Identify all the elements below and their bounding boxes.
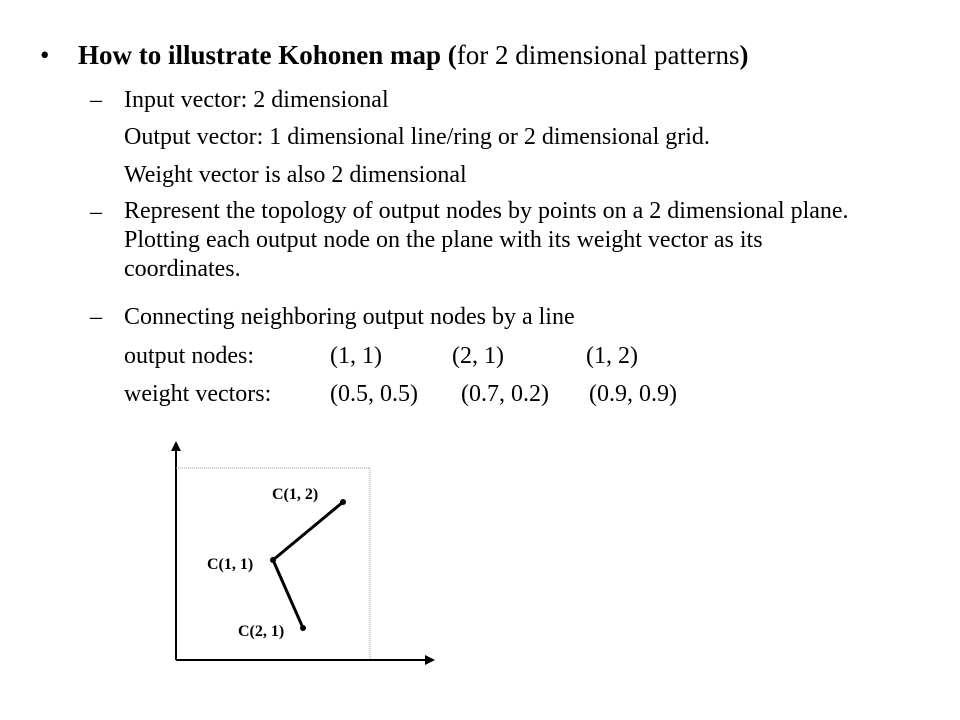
output-nodes-label: output nodes: (124, 343, 254, 369)
weight-vector-value: (0.5, 0.5) (330, 381, 418, 407)
label-c12: C(1, 2) (272, 486, 319, 503)
label-c11: C(1, 1) (207, 556, 254, 573)
output-node-value: (1, 2) (586, 343, 638, 369)
dash-3: – (90, 304, 102, 330)
input-vector-text: Input vector: 2 dimensional (124, 87, 389, 113)
dash-1: – (90, 87, 102, 113)
represent-text: Represent the topology of output nodes by points on a 2 dimensional plane. Plotting each output node on the plane with its weight vector as its coordinates. (124, 198, 849, 282)
output-node-value: (2, 1) (452, 343, 504, 369)
output-vector-text: Output vector: 1 dimensional line/ring or 2 dimensional grid. (124, 124, 710, 150)
node-c12 (340, 499, 346, 505)
node-c21 (300, 625, 306, 631)
dash-2: – (90, 199, 102, 225)
connecting-text: Connecting neighboring output nodes by a line (124, 304, 575, 330)
edge-c11-c21 (273, 560, 303, 628)
weight-vectors-label: weight vectors: (124, 381, 272, 407)
weight-vector-value: (0.9, 0.9) (589, 381, 677, 407)
weight-vector-value: (0.7, 0.2) (461, 381, 549, 407)
weight-vector-text: Weight vector is also 2 dimensional (124, 162, 467, 188)
edge-c11-c12 (273, 502, 343, 560)
title-normal: for 2 dimensional patterns (456, 40, 740, 70)
title-bold: How to illustrate Kohonen map ( (78, 40, 457, 70)
title-close: ) (739, 40, 749, 70)
node-c11 (270, 557, 276, 563)
bullet-dot: • (40, 40, 50, 70)
output-node-value: (1, 1) (330, 343, 382, 369)
label-c21: C(2, 1) (238, 623, 285, 640)
